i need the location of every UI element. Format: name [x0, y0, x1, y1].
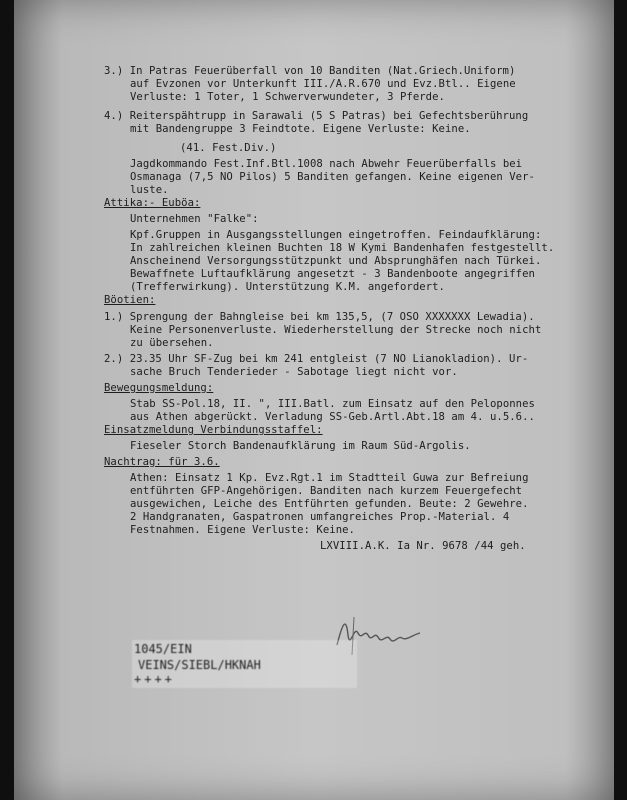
stamp-line-3: ++++ [134, 672, 175, 686]
text-line: mit Bandengruppe 3 Feindtote. Eigene Verluste: Keine. [130, 123, 471, 135]
text-line: aus Athen abgerückt. Verladung SS-Geb.Artl.Abt.18 am 4. u.5.6.. [130, 411, 535, 423]
section-heading: Nachtrag: für 3.6. [104, 456, 220, 468]
text-line: (Trefferwirkung). Unterstützung K.M. angefordert. [130, 281, 445, 293]
text-line: Bewaffnete Luftaufklärung angesetzt - 3 Bandenboote angegriffen [130, 268, 535, 280]
text-line: Kpf.Gruppen in Ausgangsstellungen eingetroffen. Feindaufklärung: [130, 229, 542, 241]
text-line: Fieseler Storch Bandenaufklärung im Raum Süd-Argolis. [130, 440, 471, 452]
text-line: sache Bruch Tenderieder - Sabotage liegt nicht vor. [130, 366, 458, 378]
section-heading: Bewegungsmeldung: [104, 382, 214, 394]
text-line: Keine Personenverluste. Wiederherstellung der Strecke noch nicht [130, 324, 542, 336]
document-page [14, 0, 614, 800]
text-line: (41. Fest.Div.) [180, 142, 277, 154]
text-line: Festnahmen. Eigene Verluste: Keine. [130, 524, 355, 536]
text-line: LXVIII.A.K. Ia Nr. 9678 /44 geh. [320, 540, 526, 552]
text-line: Jagdkommando Fest.Inf.Btl.1008 nach Abwehr Feuerüberfalls bei [130, 158, 523, 170]
section-heading: Attika:- Euböa: [104, 197, 201, 209]
text-line: 3.) In Patras Feuerüberfall von 10 Banditen (Nat.Griech.Uniform) [104, 65, 516, 77]
text-line: 1.) Sprengung der Bahngleise bei km 135,5, (7 OSO XXXXXXX Lewadia). [104, 311, 535, 323]
text-line: Verluste: 1 Toter, 1 Schwerverwundeter, 3 Pferde. [130, 91, 445, 103]
scan-border-right [614, 0, 627, 800]
text-line: 2.) 23.35 Uhr SF-Zug bei km 241 entgleist (7 NO Lianokladion). Ur- [104, 353, 529, 365]
stamp-line-2: VEINS/SIEBL/HKNAH [138, 658, 261, 672]
text-line: Stab SS-Pol.18, II. ", III.Batl. zum Einsatz auf den Peloponnes [130, 398, 535, 410]
text-line: 4.) Reiterspähtrupp in Sarawali (5 S Patras) bei Gefechtsberührung [104, 110, 529, 122]
text-line: ausgewichen, Leiche des Entführten gefunden. Beute: 2 Gewehre. [130, 498, 529, 510]
text-line: entführten GFP-Angehörigen. Banditen nach kurzem Feuergefecht [130, 485, 523, 497]
stamp-line-1: 1045/EIN [134, 642, 192, 656]
archive-stamp [132, 640, 357, 688]
section-heading: Einsatzmeldung Verbindungsstaffel: [104, 424, 323, 436]
text-line: auf Evzonen vor Unterkunft III./A.R.670 und Evz.Btl.. Eigene [130, 78, 516, 90]
scan-border-left [0, 0, 14, 800]
text-line: Anscheinend Versorgungsstützpunkt und Absprunghäfen nach Türkei. [130, 255, 542, 267]
text-line: Unternehmen "Falke": [130, 213, 259, 225]
section-heading: Böotien: [104, 294, 156, 306]
text-line: luste. [130, 184, 169, 196]
text-line: Osmanaga (7,5 NO Pilos) 5 Banditen gefangen. Keine eigenen Ver- [130, 171, 535, 183]
text-line: In zahlreichen kleinen Buchten 18 W Kymi Bandenhafen festgestellt. [130, 242, 555, 254]
text-line: Athen: Einsatz 1 Kp. Evz.Rgt.1 im Stadtteil Guwa zur Befreiung [130, 472, 529, 484]
text-line: 2 Handgranaten, Gaspatronen umfangreiches Prop.-Material. 4 [130, 511, 510, 523]
text-line: zu übersehen. [130, 337, 214, 349]
